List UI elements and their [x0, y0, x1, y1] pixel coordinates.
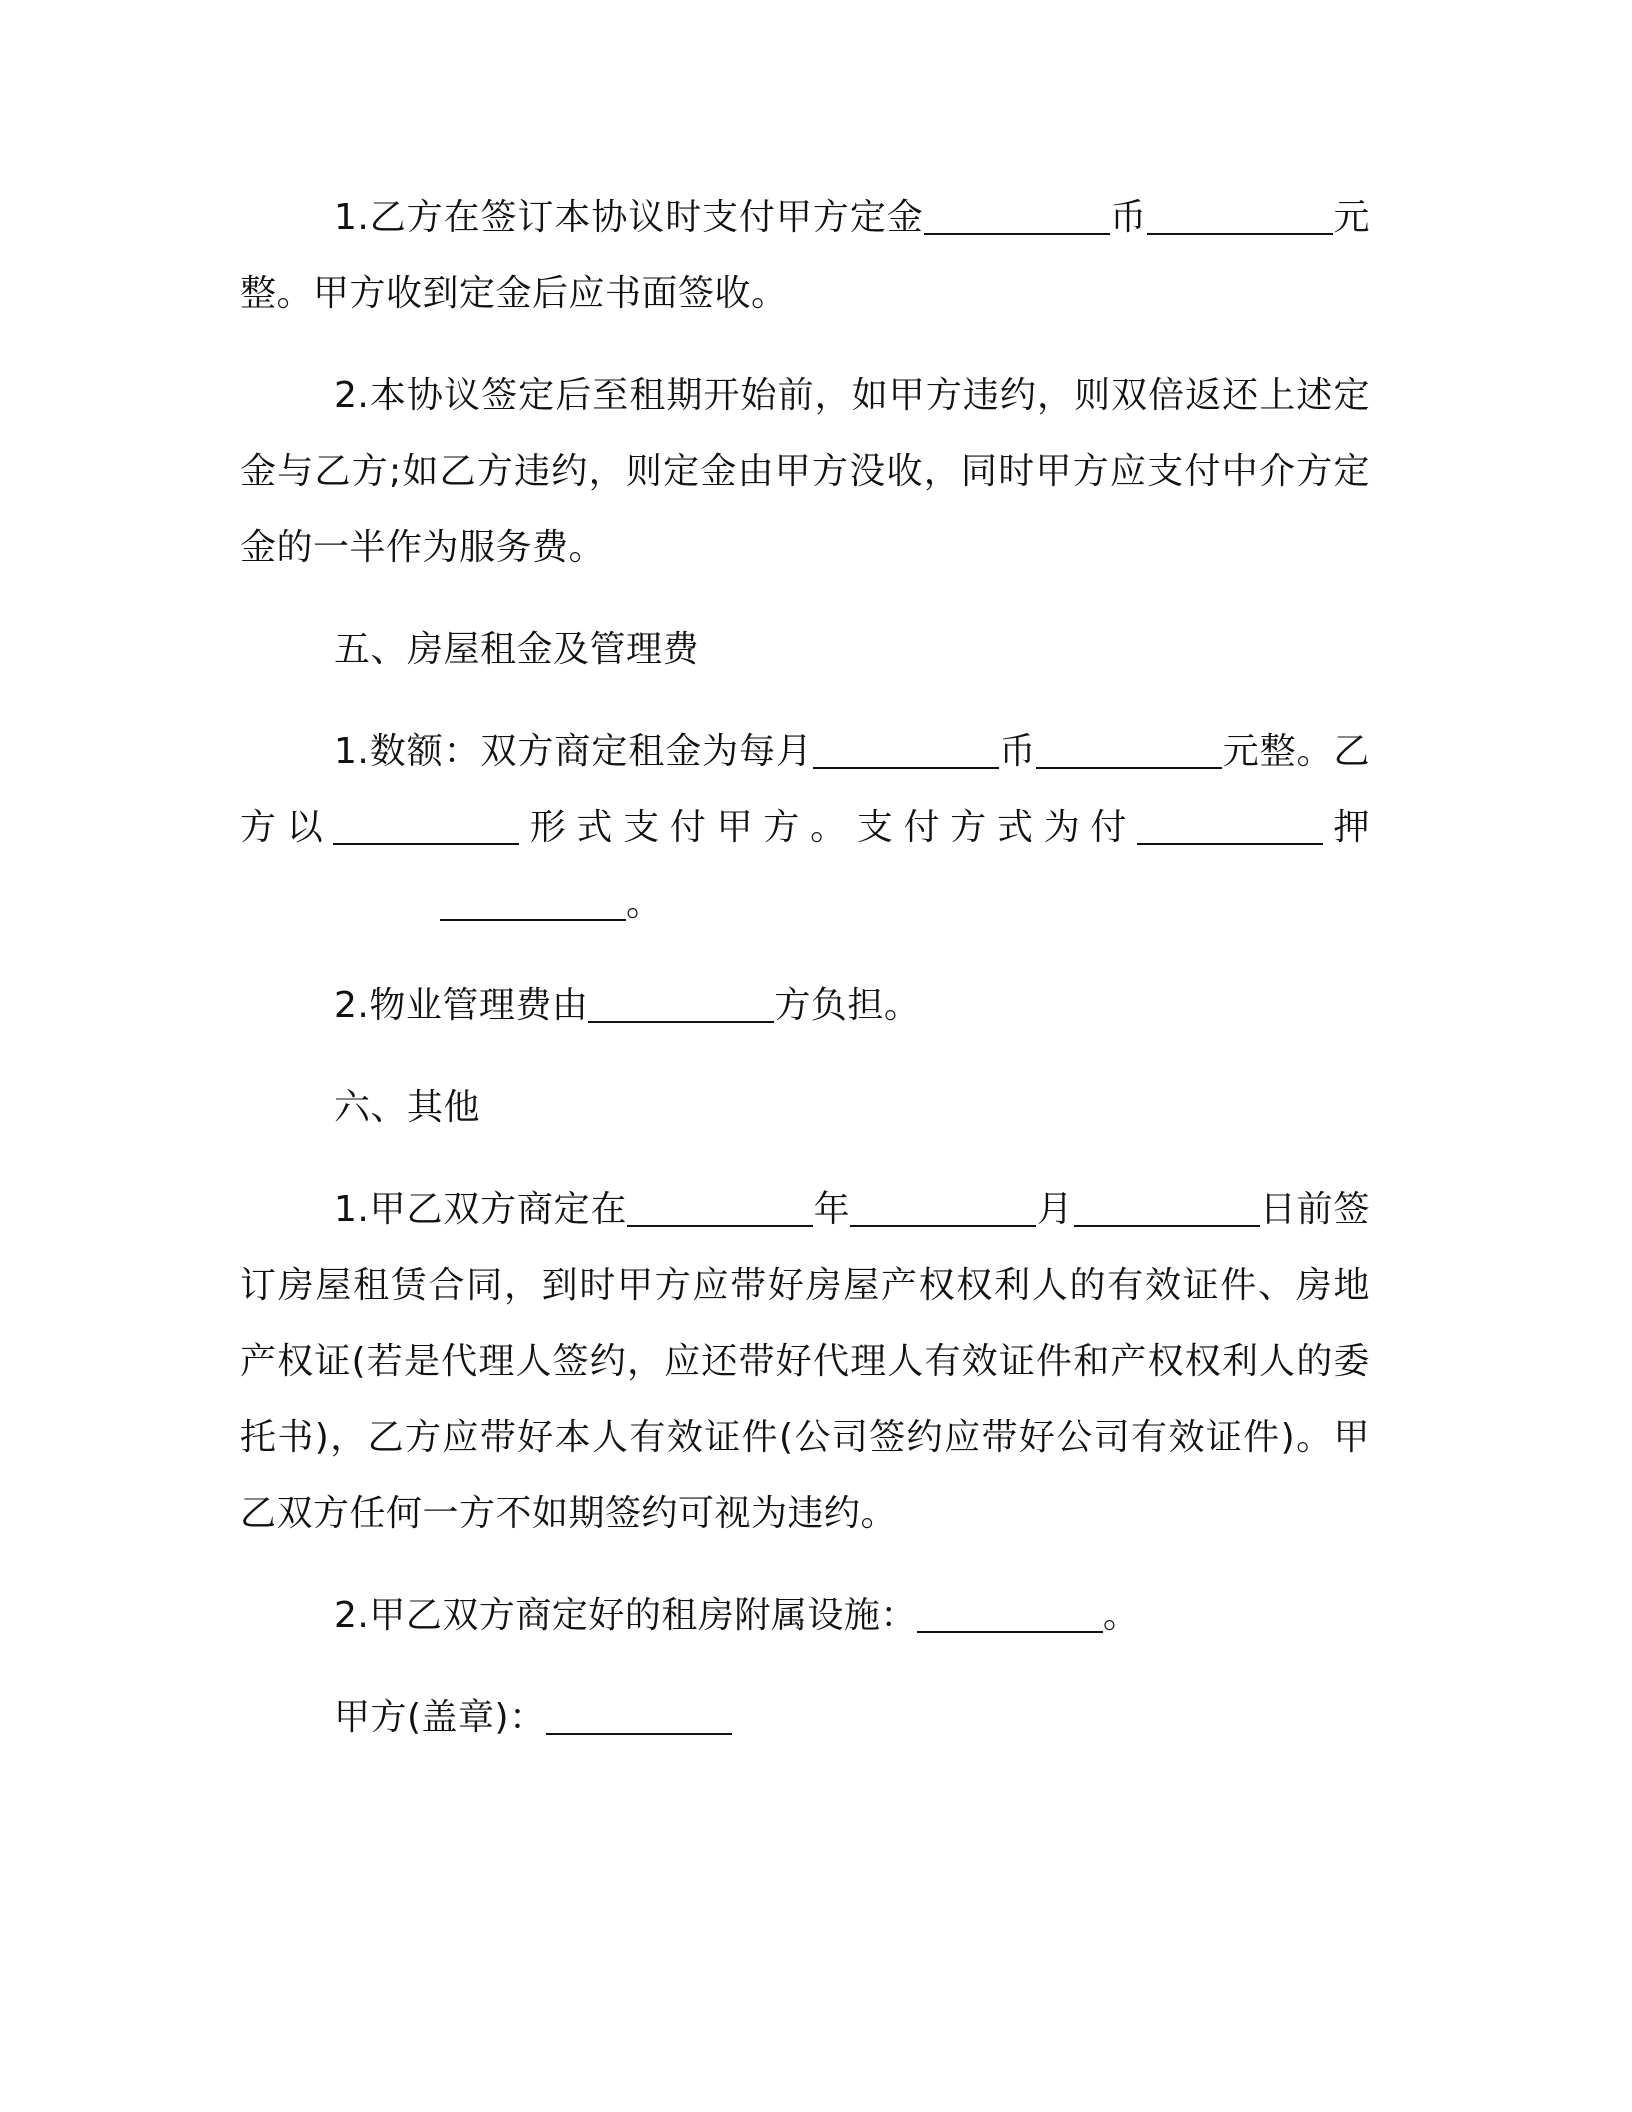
rent-clause-text-e: 押 — [1323, 807, 1370, 848]
deposit-clause — [240, 180, 1370, 332]
document-body — [240, 180, 1370, 1782]
section-heading-other-text: 六、其他 — [334, 1087, 481, 1128]
rent-amount-blank[interactable] — [1036, 731, 1222, 769]
signing-clause-text-b: 年 — [813, 1189, 851, 1230]
facilities-text-b: 。 — [1102, 1595, 1140, 1636]
rent-clause-text-a: 1.数额：双方商定租金为每月 — [334, 731, 813, 772]
party-a-seal-label: 甲方(盖章)： — [334, 1697, 546, 1738]
rent-amount-clause — [240, 714, 1370, 942]
deposit-currency-blank[interactable] — [924, 197, 1110, 235]
signing-year-blank[interactable] — [627, 1189, 813, 1227]
signing-clause-text-d: 日前签订房屋租赁合同，到时甲方应带好房屋产权权利人的有效证件、房地产权证(若是代理人签约，应还带好代理人有效证件和产权权利人的委托书)，乙方应带好本人有效证件(公司签约应带好公司有效证件)。甲乙双方任何一方不如期签约可视为违约。 — [240, 1189, 1370, 1534]
deposit-clause-text-b: 币 — [1109, 197, 1148, 238]
facilities-clause — [240, 1578, 1370, 1654]
facilities-text-a: 2.甲乙双方商定好的租房附属设施： — [334, 1595, 917, 1636]
signing-day-blank[interactable] — [1074, 1189, 1260, 1227]
section-heading-rent — [240, 612, 1370, 688]
contract-signing-clause — [240, 1172, 1370, 1552]
signing-clause-text-c: 月 — [1036, 1189, 1074, 1230]
payment-period-blank[interactable] — [1137, 807, 1323, 845]
signing-month-blank[interactable] — [850, 1189, 1036, 1227]
rent-clause-text-d: 形式支付甲方。支付方式为付 — [519, 807, 1138, 848]
section-heading-other — [240, 1070, 1370, 1146]
deposit-amount-blank[interactable] — [1147, 197, 1333, 235]
facilities-blank[interactable] — [917, 1595, 1103, 1633]
party-a-seal-blank[interactable] — [546, 1697, 732, 1735]
deposit-period-blank[interactable] — [440, 883, 626, 921]
signing-clause-text-a: 1.甲乙双方商定在 — [334, 1189, 628, 1230]
management-fee-text-b: 方负担。 — [774, 985, 921, 1026]
section-heading-rent-text: 五、房屋租金及管理费 — [334, 629, 700, 670]
rent-currency-blank[interactable] — [813, 731, 999, 769]
management-fee-party-blank[interactable] — [588, 985, 774, 1023]
deposit-clause-text-a: 1.乙方在签订本协议时支付甲方定金 — [334, 197, 924, 238]
rent-clause-text-c: 元整。乙方以 — [240, 731, 1370, 848]
rent-clause-text-b: 币 — [998, 731, 1037, 772]
deposit-clause-text-c: 元整。甲方收到定金后应书面签收。 — [240, 197, 1370, 314]
breach-clause-text: 2.本协议签定后至租期开始前，如甲方违约，则双倍返还上述定金与乙方;如乙方违约，则定金由甲方没收，同时甲方应支付中介方定金的一半作为服务费。 — [240, 375, 1370, 568]
management-fee-clause — [240, 968, 1370, 1044]
rent-clause-text-f: 。 — [626, 883, 663, 924]
management-fee-text-a: 2.物业管理费由 — [334, 985, 589, 1026]
breach-clause — [240, 358, 1370, 586]
payment-form-blank[interactable] — [333, 807, 519, 845]
party-a-seal-line — [240, 1680, 1370, 1756]
